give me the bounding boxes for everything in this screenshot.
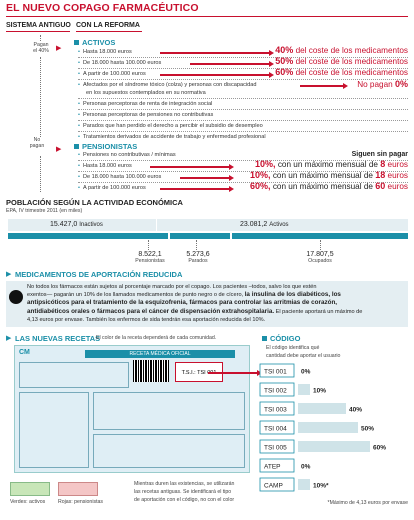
title-rule xyxy=(6,16,408,17)
prescription-image xyxy=(14,345,250,473)
activos-item: • A partir de 100.000 euros xyxy=(78,71,146,77)
pensionistas-value: Siguen sin pagar xyxy=(351,151,408,158)
old-activos-note: Pagan el 40% xyxy=(33,42,49,55)
dotted-line xyxy=(40,156,41,192)
activos-value: 23.081,2 Activos xyxy=(240,221,289,228)
population-heading: POBLACIÓN SEGÚN LA ACTIVIDAD ECONÓMICA xyxy=(6,198,183,207)
square-icon xyxy=(262,336,267,341)
pensionistas-bar xyxy=(8,233,168,239)
activos-value: 60% del coste de los medicamentos xyxy=(275,67,408,77)
codigo-heading: CÓDIGO xyxy=(262,334,300,343)
activos-heading: ACTIVOS xyxy=(74,38,115,47)
arrow-line xyxy=(160,74,270,76)
reduced-text: No todos los fármacos están sujetos al porcentaje marcado por el copago. Los pacientes –todos, salvo los que estén exentos— pagarán un 10% de los llamados medicamentos de punto negro o de cícero, la insulina de los diabéticos, los antipsicóticos para el tratamiento de la esquizofrenia, fármacos para controlar las arritmias de corazón, antidiabéticos orales o fármacos para el cáncer de dispensación extrahospitalaria. El paciente aportará un máximo de 4,13 euros por envase. También los enfermos de sida tendrán esa aportación reducida del 10%. xyxy=(27,284,363,323)
inactivos-value: 15.427,0 Inactivos xyxy=(50,221,103,228)
reforma-underline xyxy=(76,31,142,32)
tsi-badge: T.S.I.: TSI 001 xyxy=(175,362,223,382)
arrow-icon: ▶ xyxy=(56,45,62,52)
pensionistas-heading: PENSIONISTAS xyxy=(74,142,137,151)
field-box xyxy=(93,434,245,468)
code-label: ATEP xyxy=(264,463,281,471)
field-box xyxy=(19,392,89,468)
arrow-line xyxy=(300,85,344,87)
code-label: TSI 003 xyxy=(264,406,287,414)
code-value: 40% xyxy=(349,406,363,414)
population-sub: EPA, IV trimestre 2011 (en miles) xyxy=(6,208,83,214)
reduced-heading: MEDICAMENTOS DE APORTACIÓN REDUCIDA xyxy=(15,270,183,279)
activos-item: • Parados que han perdido el derecho a percibir el subsidio de desempleo xyxy=(78,123,263,129)
code-label: TSI 001 xyxy=(264,368,287,376)
code-label: TSI 004 xyxy=(264,425,287,433)
ocupados-pop: 17.807,5 Ocupados xyxy=(306,251,334,264)
code-label: TSI 002 xyxy=(264,387,287,395)
separator xyxy=(78,109,408,110)
activos-item: • Personas perceptoras de renta de integración social xyxy=(78,101,212,107)
pensionistas-item: • A partir de 100.000 euros xyxy=(78,185,146,191)
receta-title: RECETA MÉDICA OFICIAL xyxy=(85,350,235,358)
arrow-line xyxy=(160,188,230,190)
code-label: CAMP xyxy=(264,482,283,490)
pensionistas-item: • De 18.000 hasta 100.000 euros xyxy=(78,174,161,180)
green-receta xyxy=(10,482,50,496)
separator xyxy=(78,131,408,132)
code-bar xyxy=(298,384,310,395)
red-receta xyxy=(58,482,98,496)
activos-value: 50% del coste de los medicamentos xyxy=(275,56,408,66)
activos-item-cont: en los supuestos contemplados en su normativa xyxy=(86,90,206,96)
logo: CM xyxy=(19,349,30,356)
arrow-icon: ▶ xyxy=(56,146,62,153)
pensionistas-value: 10%, con un máximo mensual de 18 euros xyxy=(250,170,408,180)
sistema-underline xyxy=(6,31,70,32)
sistema-antiguo-label: SISTEMA ANTIGUO xyxy=(6,22,71,29)
color-note: El color de la receta dependerá de cada comunidad. xyxy=(96,335,217,341)
triangle-icon: ▶ xyxy=(6,271,12,278)
dotted-line xyxy=(320,240,321,250)
pensionistas-pop: 8.522,1 Pensionistas xyxy=(135,251,165,264)
codigo-desc: El código identifica qué cantidad debe aportar el usuario xyxy=(266,345,341,359)
verdes-label: Verdes: activos xyxy=(10,499,46,505)
pill-icon xyxy=(9,290,23,304)
pensionistas-value: 60%, con un máximo mensual de 60 euros xyxy=(250,181,408,191)
pensionistas-value: 10%, con un máximo mensual de 8 euros xyxy=(255,159,408,169)
old-pensionistas-note: No pagan xyxy=(29,137,45,150)
code-bar xyxy=(298,479,310,490)
code-bar xyxy=(298,441,370,452)
page-title: EL NUEVO COPAGO FARMACÉUTICO xyxy=(6,2,199,14)
recetas-note: Mientras duren las existencias, se utilizarán las recetas antiguas. Se identificará el tipo de aportación con el código, no con el color xyxy=(134,481,235,503)
dotted-line xyxy=(40,57,41,137)
activos-item: • De 18.000 hasta 100.000 euros xyxy=(78,60,161,66)
codigo-chart xyxy=(258,362,408,496)
rojas-label: Rojas: pensionistas xyxy=(58,499,103,505)
code-value: 0% xyxy=(301,368,311,376)
activos-item: • Personas perceptoras de pensiones no contributivas xyxy=(78,112,213,118)
separator xyxy=(78,98,408,99)
activos-item: • Hasta 18.000 euros xyxy=(78,49,132,55)
pensionistas-item: • Hasta 18.000 euros xyxy=(78,163,132,169)
dotted-line xyxy=(148,240,149,250)
code-value: 0% xyxy=(301,463,311,471)
field-box xyxy=(19,362,129,388)
arrow-line xyxy=(208,372,258,374)
activos-item: • Tratamientos derivados de accidente de trabajo y enfermedad profesional xyxy=(78,134,266,140)
activos-item: • Afectados por el síndrome tóxico (colza) y personas con discapacidad xyxy=(78,82,256,88)
parados-bar xyxy=(170,233,230,239)
barcode xyxy=(133,360,169,382)
triangle-icon: ▶ xyxy=(6,335,12,342)
codigo-footnote: *Máximo de 4,13 euros por envase xyxy=(327,500,408,506)
arrow-line xyxy=(150,166,230,168)
activos-value: No pagan 0% xyxy=(357,79,408,89)
dotted-line xyxy=(40,35,41,41)
code-value: 10%* xyxy=(313,482,329,490)
parados-pop: 5.273,6 Parados xyxy=(186,251,210,264)
separator xyxy=(78,120,408,121)
code-value: 10% xyxy=(313,387,327,395)
field-box xyxy=(93,392,245,430)
dotted-line xyxy=(196,240,197,250)
square-icon xyxy=(74,40,79,45)
square-icon xyxy=(74,144,79,149)
recetas-heading: LAS NUEVAS RECETAS xyxy=(15,334,101,343)
arrow-line xyxy=(190,63,270,65)
code-label: TSI 005 xyxy=(264,444,287,452)
ocupados-bar xyxy=(232,233,408,239)
activos-value: 40% del coste de los medicamentos xyxy=(275,45,408,55)
code-bar xyxy=(298,403,346,414)
arrow-line xyxy=(180,177,230,179)
con-la-reforma-label: CON LA REFORMA xyxy=(76,22,140,29)
arrow-line xyxy=(160,52,270,54)
code-bar xyxy=(298,422,358,433)
pensionistas-item: • Pensiones no contributivas / mínimas xyxy=(78,152,176,158)
code-value: 60% xyxy=(373,444,387,452)
code-value: 50% xyxy=(361,425,375,433)
